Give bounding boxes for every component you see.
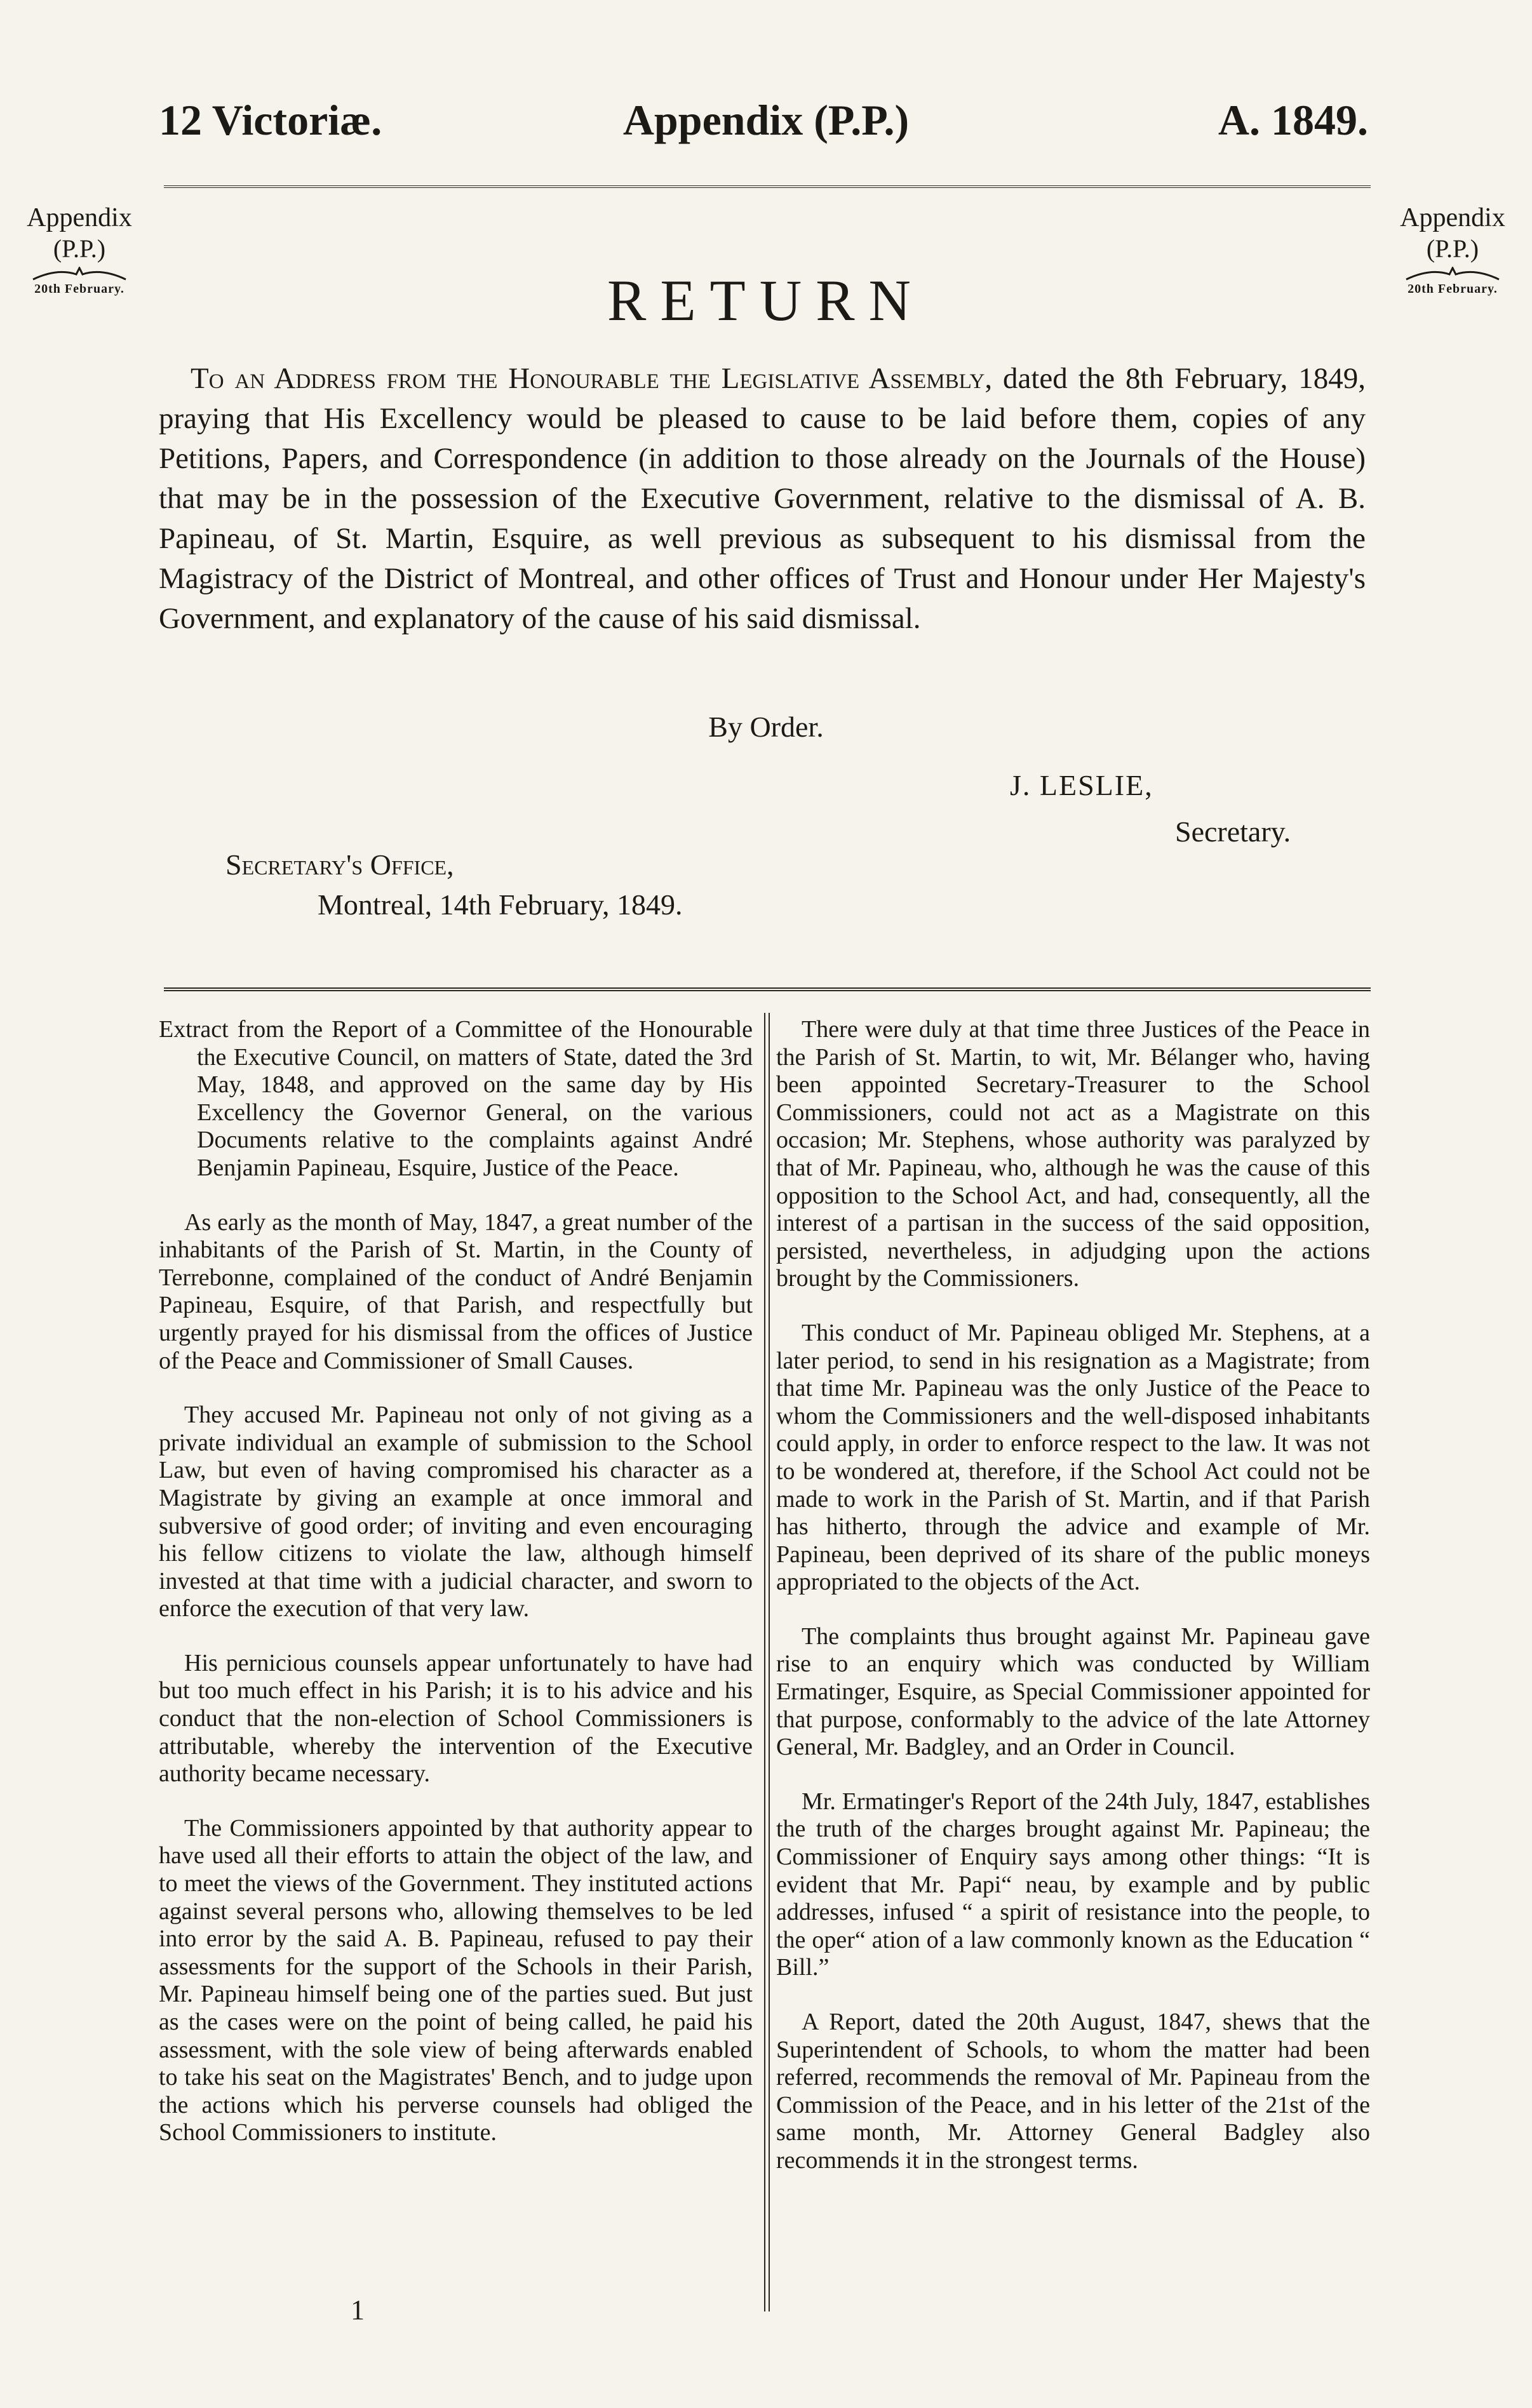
paragraph: The complaints thus brought against Mr. Papineau gave rise to an enquiry which was conducted by William Ermatinger, Esquire, as Special Commissioner appointed for that purpose, conformably to the advice of the late Attorney General, Mr. Badgley, and an Order in Council. bbox=[776, 1622, 1370, 1761]
document-title: RETURN bbox=[607, 268, 925, 333]
page-number: 1 bbox=[351, 2294, 365, 2325]
margin-note-left-line1: Appendix bbox=[27, 203, 132, 232]
running-header bbox=[0, 95, 1532, 152]
signature-title: Secretary. bbox=[1175, 815, 1291, 848]
paragraph: They accused Mr. Papineau not only of not giving as a private individual an example of submission to the School Law, but even of having compromised his character as a Magistrate by giving an example at once immoral and subversive of good order; of inviting and even encouraging his fellow citizens to violate the law, although himself invested at that time with a judicial character, and sworn to enforce the execution of that very law. bbox=[159, 1401, 753, 1622]
header-rule bbox=[164, 185, 1371, 188]
section-rule bbox=[164, 987, 1371, 991]
office-line1: Secretary's Office, bbox=[225, 848, 454, 881]
column-divider bbox=[764, 1013, 770, 2311]
paragraph: This conduct of Mr. Papineau obliged Mr. Stephens, at a later period, to send in his resignation as a Magistrate; from that time Mr. Papineau was the only Justice of the Peace to whom the Commissioners and the well-disposed inhabitants could apply, in order to enforce respect to the law. It was not to be wondered at, therefore, if the School Act could not be made to work in the Parish of St. Martin, and if that Parish has hitherto, through the advice and example of Mr. Papineau, been deprived of its share of the public moneys appropriated to the objects of the Act. bbox=[776, 1319, 1370, 1596]
right-column bbox=[776, 1016, 1370, 2202]
paragraph: There were duly at that time three Justices of the Peace in the Parish of St. Martin, to wit, Mr. Bélanger who, having been appointed Secretary-Treasurer to the School Commissioners, could not act as a Magistrate on this occasion; Mr. Stephens, whose authority was paralyzed by that of Mr. Papineau, who, although he was the cause of this opposition to the School Act, and had, consequently, all the interest of a partisan in the success of the said opposition, persisted, nevertheless, in adjudging upon the actions brought by the Commissioners. bbox=[776, 1016, 1370, 1292]
signature-name: J. LESLIE, bbox=[1010, 769, 1153, 801]
margin-note-right-line3: 20th February. bbox=[1408, 282, 1498, 296]
intro-paragraph bbox=[159, 359, 1366, 639]
margin-note-right-line1: Appendix bbox=[1400, 203, 1505, 232]
by-order: By Order. bbox=[708, 711, 824, 743]
intro-body: dated the 8th February, 1849, praying that His Excellency would be pleased to cause to be laid before them, copies of any Petitions, Papers, and Correspondence (in addition to those already on the Journals of the House) that may be in the possession of the Executive Government, relative to the dismissal of A. B. Papineau, of St. Martin, Esquire, as well previous as subsequent to his dismissal from the Magistracy of the District of Montreal, and other offices of Trust and Honour under Her Majesty's Government, and explanatory of the cause of his said dismissal. bbox=[159, 362, 1366, 635]
paragraph: Mr. Ermatinger's Report of the 24th July, 1847, establishes the truth of the charges brought against Mr. Papineau; the Commissioner of Enquiry says among other things: “It is evident that Mr. Papi“ neau, by example and by public addresses, infused “ a spirit of resistance into the people, to the oper“ ation of a law commonly known as the Education “ Bill.” bbox=[776, 1788, 1370, 1981]
office-line2: Montreal, 14th February, 1849. bbox=[318, 888, 683, 921]
margin-note-left-line3: 20th February. bbox=[34, 282, 124, 296]
intro-lead: To an Address from the Honourable the Legislative Assembly, bbox=[191, 362, 993, 395]
header-center: Appendix (P.P.) bbox=[622, 96, 910, 144]
header-left: 12 Victoriæ. bbox=[159, 96, 382, 144]
paragraph: His pernicious counsels appear unfortunately to have had but too much effect in his Parish; it is to his advice and his conduct that the non-election of School Commissioners is attributable, whereby the intervention of the Executive authority became necessary. bbox=[159, 1649, 753, 1788]
header-right: A. 1849. bbox=[1218, 96, 1368, 144]
margin-note-right-line2: (P.P.) bbox=[1426, 234, 1479, 263]
left-column bbox=[159, 1016, 753, 2174]
paragraph: As early as the month of May, 1847, a great number of the inhabitants of the Parish of St. Martin, in the County of Terrebonne, complained of the conduct of André Benjamin Papineau, Esquire, of that Parish, and respectfully but urgently prayed for his dismissal from the offices of Justice of the Peace and Commissioner of Small Causes. bbox=[159, 1208, 753, 1374]
paragraph: The Commissioners appointed by that authority appear to have used all their efforts to attain the object of the law, and to meet the views of the Government. They instituted actions against several persons who, allowing themselves to be led into error by the said A. B. Papineau, refused to pay their assessments for the support of the Schools in their Parish, Mr. Papineau himself being one of the parties sued. But just as the cases were on the point of being called, he paid his assessment, with the sole view of being afterwards enabled to take his seat on the Magistrates' Bench, and to judge upon the actions which his perverse counsels had obliged the School Commissioners to institute. bbox=[159, 1814, 753, 2146]
paragraph: A Report, dated the 20th August, 1847, shews that the Superintendent of Schools, to whom the matter had been referred, recommends the removal of Mr. Papineau from the Commission of the Peace, and in his letter of the 21st of the same month, Mr. Attorney General Badgley also recommends it in the strongest terms. bbox=[776, 2009, 1370, 2174]
margin-note-left-line2: (P.P.) bbox=[53, 234, 106, 263]
paragraph: Extract from the Report of a Committee of the Honourable the Executive Council, on matters of State, dated the 3rd May, 1848, and approved on the same day by His Excellency the Governor General, on the various Documents relative to the complaints against André Benjamin Papineau, Esquire, Justice of the Peace. bbox=[159, 1016, 753, 1181]
